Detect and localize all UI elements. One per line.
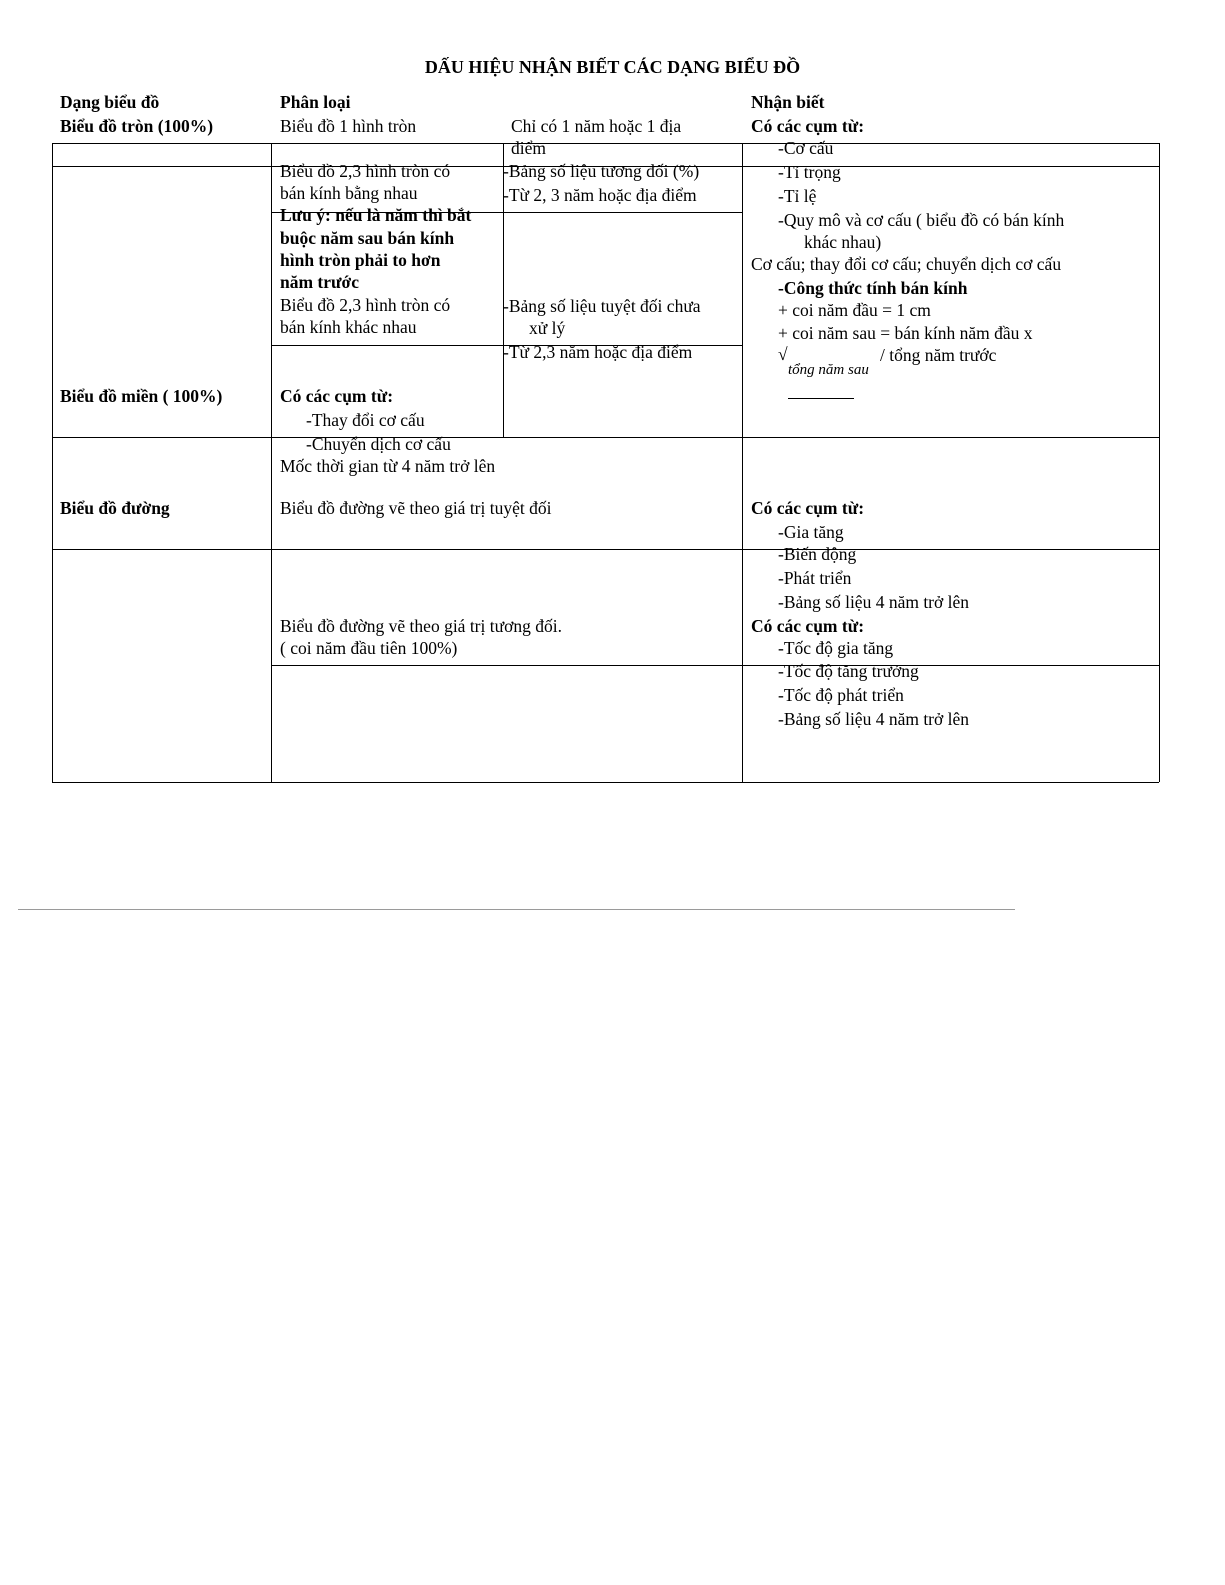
line-relative-line1: Biểu đồ đường vẽ theo giá trị tương đối. <box>280 616 562 636</box>
area-keyword: -Chuyển dịch cơ cấu <box>306 434 451 454</box>
line-phrases-heading: Có các cụm từ: <box>751 616 865 636</box>
document-title: DẤU HIỆU NHẬN BIẾT CÁC DẠNG BIỂU ĐỒ <box>424 57 801 77</box>
header-type: Dạng biểu đồ <box>60 92 160 112</box>
line-relative-line2: ( coi năm đầu tiên 100%) <box>280 638 458 658</box>
pie-keyword: -Quy mô và cơ cấu ( biểu đồ có bán kính <box>778 210 1065 230</box>
pie-from-years: -Từ 2, 3 năm hoặc địa điểm <box>503 185 697 205</box>
sqrt-symbol: √ <box>778 344 788 364</box>
area-keywords-line: Cơ cấu; thay đổi cơ cấu; chuyển dịch cơ cấu <box>751 254 1062 274</box>
table-border-bottom <box>52 782 1159 783</box>
radius-formula-subscript: tổng năm sau <box>788 362 869 378</box>
row-divider <box>52 549 1159 550</box>
pie-keyword: -Tỉ trọng <box>778 162 841 182</box>
table-border-right <box>1159 143 1160 782</box>
page-separator <box>18 909 1015 910</box>
area-keyword: -Thay đổi cơ cấu <box>306 410 425 430</box>
pie-one-circle: Biểu đồ 1 hình tròn <box>280 116 417 136</box>
line-keyword: -Tốc độ phát triển <box>778 685 904 705</box>
row-divider <box>271 665 1159 666</box>
pie-relative-table: -Bảng số liệu tương đối (%) <box>503 161 700 181</box>
header-classification: Phân loại <box>280 92 351 112</box>
pie-one-year-line2: điểm <box>511 138 546 158</box>
pie-equal-radius-line2: bán kính bằng nhau <box>280 183 418 203</box>
pie-note-line1: Lưu ý: nếu là năm thì bắt <box>280 205 472 225</box>
pie-phrases-heading: Có các cụm từ: <box>751 116 865 136</box>
pie-equal-radius-line1: Biểu đồ 2,3 hình tròn có <box>280 161 451 181</box>
line-keyword: -Tốc độ tăng trưởng <box>778 661 919 681</box>
pie-note-line4: năm trước <box>280 272 359 292</box>
table-border-left <box>52 143 53 782</box>
radius-formula-line3: / tổng năm trước <box>880 345 997 365</box>
pie-absolute-table-line2: xử lý <box>529 318 566 338</box>
pie-diff-radius-line2: bán kính khác nhau <box>280 317 417 337</box>
line-chart-label: Biểu đồ đường <box>60 498 170 518</box>
pie-one-year-line1: Chỉ có 1 năm hoặc 1 địa <box>511 116 682 136</box>
line-keyword: -Phát triển <box>778 568 852 588</box>
radius-formula-line2: + coi năm sau = bán kính năm đầu x <box>778 323 1033 343</box>
pie-diff-radius-line1: Biểu đồ 2,3 hình tròn có <box>280 295 451 315</box>
header-recognition: Nhận biết <box>751 92 825 112</box>
table-border-top <box>52 143 1159 144</box>
pie-keyword: -Tỉ lệ <box>778 186 817 206</box>
pie-note-line2: buộc năm sau bán kính <box>280 228 455 248</box>
line-keyword: -Bảng số liệu 4 năm trở lên <box>778 592 970 612</box>
line-keyword: -Gia tăng <box>778 522 844 542</box>
line-keyword: -Bảng số liệu 4 năm trở lên <box>778 709 970 729</box>
pie-chart-label: Biểu đồ tròn (100%) <box>60 116 214 136</box>
radius-formula-heading: -Công thức tính bán kính <box>778 278 968 298</box>
line-keyword: -Biến động <box>778 544 857 564</box>
pie-keyword-continued: khác nhau) <box>804 232 882 252</box>
row-divider <box>503 212 743 213</box>
pie-from-years-b: -Từ 2,3 năm hoặc địa điểm <box>503 342 693 362</box>
formula-fraction-bar <box>788 398 854 399</box>
line-phrases-heading: Có các cụm từ: <box>751 498 865 518</box>
area-phrases-heading: Có các cụm từ: <box>280 386 394 406</box>
column-divider <box>271 143 272 782</box>
line-absolute: Biểu đồ đường vẽ theo giá trị tuyệt đối <box>280 498 552 518</box>
column-divider <box>742 143 743 782</box>
line-keyword: -Tốc độ gia tăng <box>778 638 894 658</box>
area-chart-label: Biểu đồ miền ( 100%) <box>60 386 223 406</box>
row-divider <box>52 437 1159 438</box>
pie-keyword: -Cơ cấu <box>778 138 834 158</box>
pie-note-line3: hình tròn phải to hơn <box>280 250 441 270</box>
area-time-mark: Mốc thời gian từ 4 năm trở lên <box>280 456 496 476</box>
pie-absolute-table-line1: -Bảng số liệu tuyệt đối chưa <box>503 296 701 316</box>
radius-formula-line1: + coi năm đầu = 1 cm <box>778 300 931 320</box>
